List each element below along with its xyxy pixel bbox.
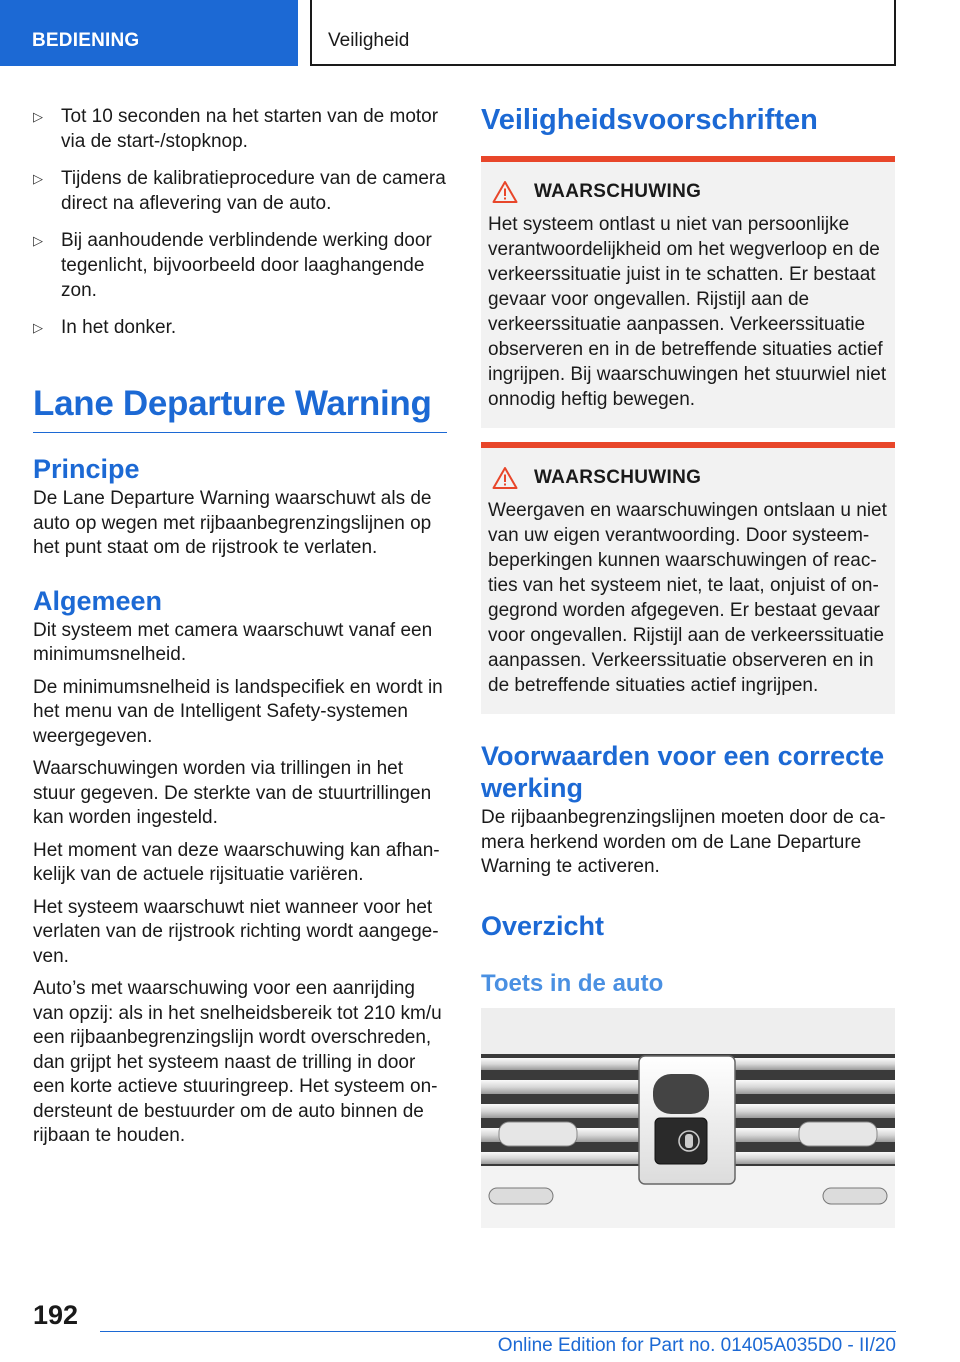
footer-divider [100,1331,896,1332]
voorwaarden-text: De rijbaanbegrenzingslijnen moeten door de camera herkend worden om de Lane Departure Warning te activeren. [481,807,886,877]
list-item: ▷ Bij aanhoudende verblindende werking door tegenlicht, bijvoorbeeld door laaghangende zon. [33,230,432,301]
triangle-right-icon: ▷ [33,171,43,186]
warning-box [481,156,895,428]
list-item: ▷ In het donker. [33,317,177,338]
warning-header [492,180,887,204]
toets-heading: Toets in de auto [481,969,664,997]
warning-box [481,442,895,714]
page-header [0,0,960,66]
warning-triangle-icon [492,180,518,204]
overzicht-heading: Overzicht [481,910,605,941]
warning-header [492,466,887,490]
triangle-right-icon: ▷ [33,320,43,335]
left-column [33,104,447,1157]
warning-label: WAARSCHUWING [534,467,702,488]
paragraph: Auto’s met waarschuwing voor een aanrijding van opzij: als in het snelheidsbereik tot 210 km/u een rijbaanbegrenzingslijn wordt overschreden, dan grijpt het systeem naast de trilling in door een korte actieve stuuringreep. Het systeem ondersteunt de bestuurder om de auto binnen de rijbaan te houden. [33,978,442,1146]
section-title: Lane Departure Warning [33,384,447,433]
paragraph: Dit systeem met camera waarschuwt vanaf een minimumsnelheid. [33,619,433,665]
warning-triangle-icon [492,466,518,490]
paragraph: Het systeem waarschuwt niet wanneer voor het verlaten van de rijstrook richting wordt aangegeven. [33,896,439,967]
car-vent-illustration [481,1008,895,1228]
paragraph: De minimumsnelheid is landspecifiek en wordt in het menu van de Intelligent Safety-systemen weergegeven. [33,676,443,747]
edition-text: Online Edition for Part no. 01405A035D0 - II/20 [497,1335,896,1356]
condition-list [33,104,447,340]
page-number: 192 [33,1300,79,1330]
warning-label: WAARSCHUWING [534,181,702,202]
list-item: ▷ Tijdens de kalibratieprocedure van de camera direct na aflevering van de auto. [33,168,446,214]
paragraph: Waarschuwingen worden via trillingen in het stuur gegeven. De sterkte van de stuurtrillingen kan worden ingesteld. [33,758,432,828]
button-photo [481,1008,895,1228]
algemeen-heading: Algemeen [33,585,163,616]
voorwaarden-heading: Voorwaarden voor een correcte werking [481,741,885,803]
principe-heading: Principe [33,454,140,484]
triangle-right-icon: ▷ [33,233,43,248]
section-tab: BEDIENING [0,0,298,66]
safety-title: Veiligheidsvoorschriften [481,104,818,136]
warning-text: Weergaven en waarschuwingen ontslaan u niet van uw eigen verantwoording. Door systeembeperkingen kunnen waarschuwingen of reacties van het systeem niet, te laat, onjuist of ongegrond worden afgegeven. Er bestaat gevaar voor ongevallen. Rijstijl aan de verkeerssituatie aanpassen. Verkeerssituatie observeren en in de betreffende situaties actief ingrijpen. [488,500,887,696]
warning-text: Het systeem ontlast u niet van persoonlijke verantwoordelijkheid om het wegverloop en de verkeerssituatie juist in te schatten. Er bestaat gevaar voor ongevallen. Rijstijl aan de verkeerssituatie aanpassen. Verkeerssituatie observeren en in de betreffende situaties actief ingrijpen. Bij waarschuwingen het stuurwiel niet onnodig heftig bewegen. [488,214,887,410]
list-item: ▷ Tot 10 seconden na het starten van de motor via de start-/stopknop. [33,106,439,152]
triangle-right-icon: ▷ [33,109,43,124]
right-column [481,104,895,998]
paragraph: Het moment van deze waarschuwing kan afhankelijk van de actuele rijsituatie variëren. [33,839,440,885]
principe-text: De Lane Departure Warning waarschuwt als de auto op wegen met rijbaanbegrenzingslijnen op het punt staat om de rijstrook te verlaten. [33,488,432,558]
chapter-tab: Veiligheid [310,0,896,66]
